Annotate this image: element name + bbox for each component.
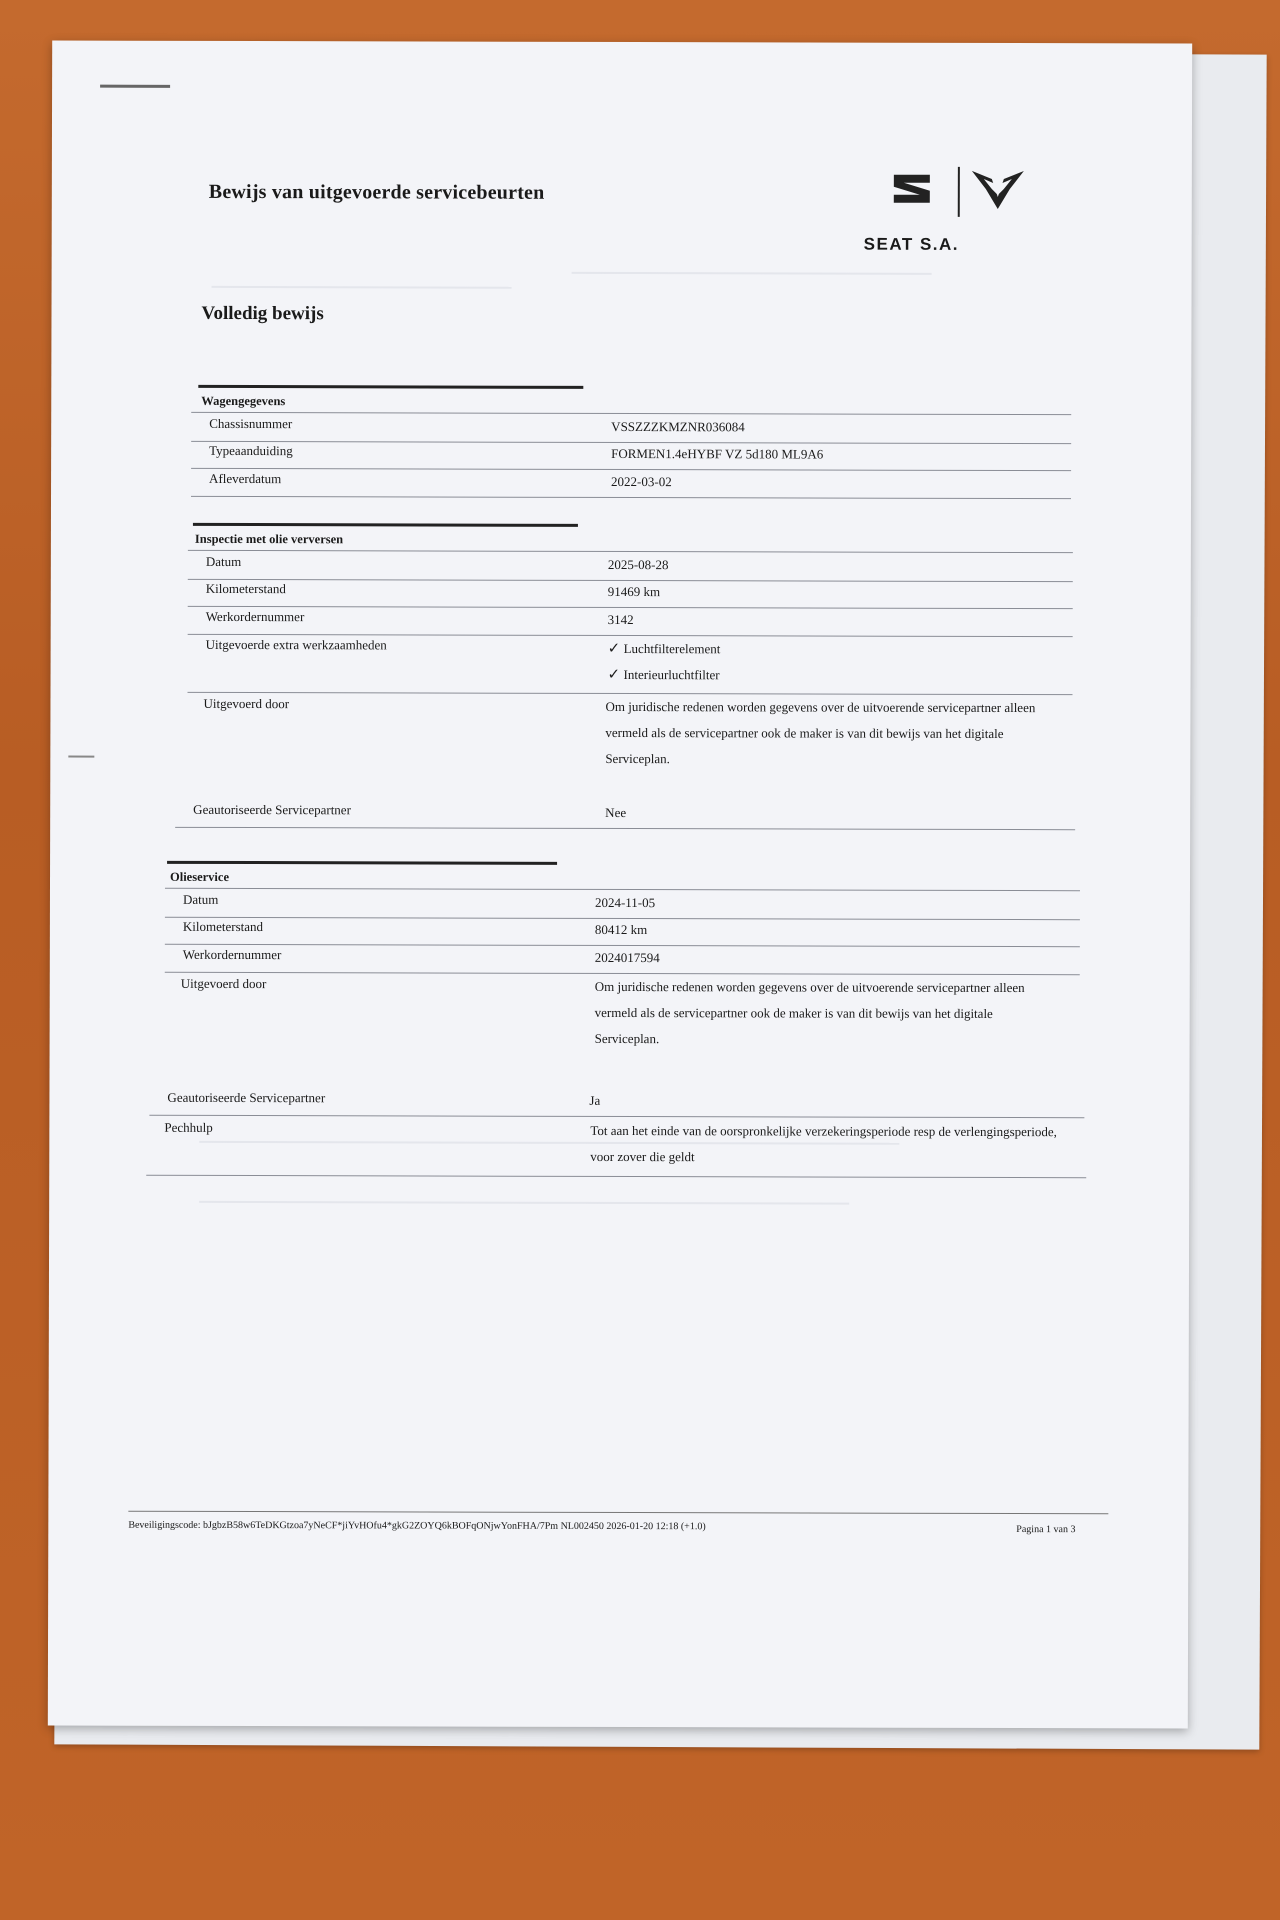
row-label: Afleverdatum: [209, 470, 282, 487]
section-bar: [167, 861, 557, 865]
row-label: Kilometerstand: [182, 918, 264, 935]
cupra-logo-icon: [970, 167, 1026, 211]
row-value: Nee: [605, 804, 627, 821]
table-row: [149, 1087, 1084, 1118]
table-row: [191, 440, 1071, 471]
section-bar: [198, 385, 583, 389]
row-value: 3142: [607, 611, 634, 628]
section-bar: [193, 523, 578, 527]
table-row: [165, 916, 1080, 947]
table-row: [188, 578, 1073, 609]
row-label: Uitgevoerd door: [180, 975, 267, 992]
document-subtitle: Volledig bewijs: [201, 302, 324, 325]
document-title: Bewijs van uitgevoerde servicebeurten: [208, 180, 545, 204]
show-through: [199, 1201, 849, 1205]
row-value: 91469 km: [607, 583, 661, 600]
seat-logo-icon: [890, 169, 934, 209]
footer-rule: [128, 1511, 1108, 1515]
show-through: [212, 286, 512, 289]
row-value-checklist: [608, 639, 721, 691]
row-label: Chassisnummer: [209, 415, 293, 432]
brand-logos: [890, 161, 1030, 221]
row-label: Werkordernummer: [182, 946, 282, 963]
row-value: 2025-08-28: [607, 556, 669, 573]
check-item: [608, 665, 721, 691]
table-row-uitgevoerd: [185, 693, 1075, 795]
row-value: VSSZZZKMZNR036084: [611, 418, 745, 435]
row-label: Geautoriseerde Servicepartner: [193, 801, 351, 818]
row-label: Werkordernummer: [205, 608, 305, 625]
row-label: Typeaanduiding: [209, 442, 293, 459]
security-code: Beveiligingscode: bJgbzB58w6TeDKGtzoa7yNeCF*jiYvHOfu4*gkG2ZOYQ6kBOFqONjwYonFHA/7Pm NL002450 2026-01-20 12:18 (+1.0): [128, 1519, 706, 1533]
table-row-uitgevoerd: [162, 973, 1082, 1085]
table-row-extra: [188, 634, 1073, 695]
row-label: Pechhulp: [164, 1119, 213, 1135]
row-label: Uitgevoerde extra werkzaamheden: [205, 636, 387, 653]
logo-divider: [958, 167, 960, 217]
section-heading-inspectie: Inspectie met olie verversen: [194, 531, 344, 547]
row-label: Datum: [205, 553, 242, 570]
table-row-pechhulp: [146, 1117, 1086, 1178]
checkmark-icon: ✓: [607, 666, 621, 683]
corner-mark: [100, 85, 170, 88]
row-label: Geautoriseerde Servicepartner: [167, 1089, 326, 1106]
row-value: Om juridische redenen worden gegevens over de uitvoerende servicepartner alleen vermeld als de servicepartner ook de maker is van dit bewijs van het digitale Serviceplan.: [594, 978, 1025, 1047]
table-row: [165, 944, 1080, 975]
row-value: 80412 km: [594, 921, 648, 938]
check-item-label: Interieurluchtfilter: [623, 667, 720, 683]
row-value: 2024017594: [594, 949, 660, 966]
row-value: Ja: [589, 1092, 601, 1108]
side-mark: [68, 756, 94, 758]
row-value: FORMEN1.4eHYBF VZ 5d180 ML9A6: [611, 445, 824, 462]
check-item: [608, 639, 721, 665]
row-value: 2022-03-02: [611, 473, 672, 490]
row-value: Om juridische redenen worden gegevens over de uitvoerende servicepartner alleen vermeld als de servicepartner ook de maker is van dit bewijs van het digitale Serviceplan.: [605, 698, 1036, 767]
show-through: [572, 272, 932, 275]
row-label: Datum: [182, 891, 219, 907]
table-row: [191, 468, 1071, 499]
row-value: Tot aan het einde van de oorspronkelijke verzekeringsperiode resp de verlengingsperiode, voor zover die geldt: [590, 1122, 1057, 1165]
row-value: 2024-11-05: [594, 894, 656, 911]
row-label: Uitgevoerd door: [203, 695, 290, 712]
row-label: Kilometerstand: [205, 580, 286, 597]
company-name: SEAT S.A.: [863, 234, 960, 254]
checkmark-icon: ✓: [607, 640, 621, 657]
section-heading-olieservice: Olieservice: [170, 869, 230, 884]
check-item-label: Luchtfilterelement: [623, 641, 721, 657]
table-row: [175, 799, 1075, 830]
document-page: [48, 41, 1192, 1729]
page-number: Pagina 1 van 3: [1016, 1524, 1076, 1536]
table-row: [188, 606, 1073, 637]
section-heading-wagengegevens: Wagengegevens: [201, 393, 286, 409]
